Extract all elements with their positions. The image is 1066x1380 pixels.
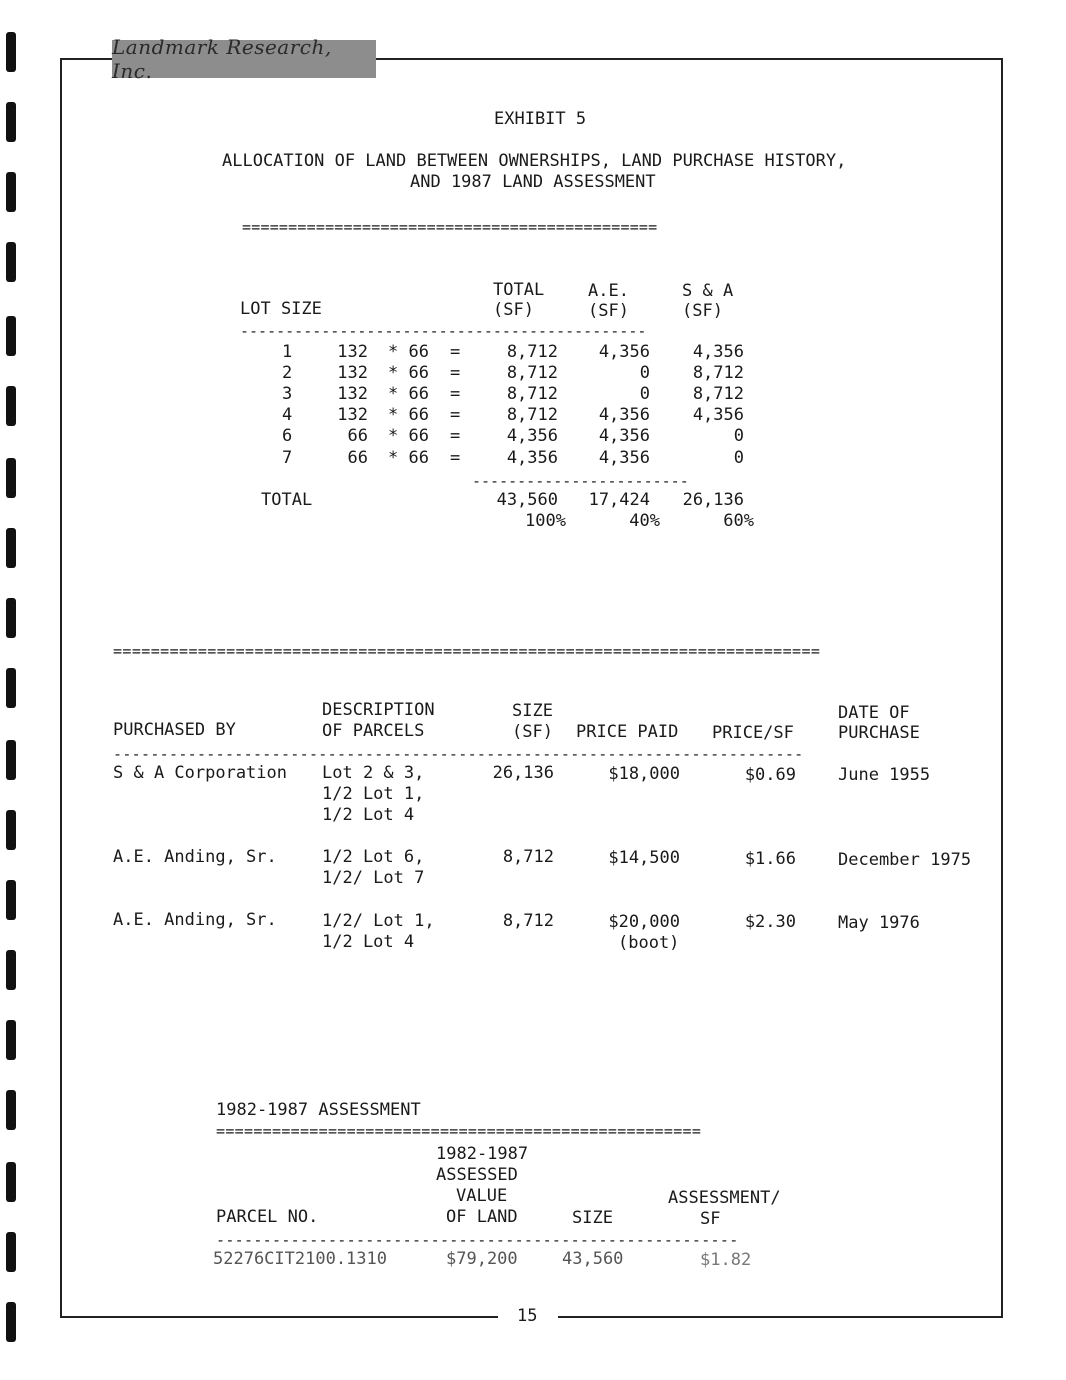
cell-ae: 4,356 bbox=[598, 448, 650, 468]
header-assessment-sf-unit: SF bbox=[700, 1209, 721, 1229]
cell-sa: 0 bbox=[733, 448, 744, 468]
cell-lot: 6 bbox=[282, 426, 293, 446]
cell-lot: 7 bbox=[282, 448, 293, 468]
cell-equals: = bbox=[450, 363, 461, 383]
header-sa: S & A bbox=[682, 281, 734, 301]
title-line-1: ALLOCATION OF LAND BETWEEN OWNERSHIPS, LAND PURCHASE HISTORY, bbox=[222, 151, 847, 171]
cell-depth: * 66 bbox=[388, 426, 429, 446]
cell-price-sf: $0.69 bbox=[744, 765, 796, 785]
binder-hole bbox=[6, 242, 16, 282]
header-sa-unit: (SF) bbox=[682, 301, 723, 321]
total-label: TOTAL bbox=[261, 490, 313, 510]
cell-description: 1/2/ Lot 7 bbox=[322, 868, 425, 888]
header-purchased-by: PURCHASED BY bbox=[113, 720, 236, 740]
cell-total: 4,356 bbox=[506, 426, 558, 446]
cell-description: 1/2 Lot 1, bbox=[322, 784, 425, 804]
cell-width: 132 bbox=[337, 405, 368, 425]
assessment-rule: -------------------------------------------------------- bbox=[216, 1231, 739, 1249]
cell-purchased-by: A.E. Anding, Sr. bbox=[113, 910, 277, 930]
total-ae: 17,424 bbox=[588, 490, 650, 510]
header-ae-unit: (SF) bbox=[588, 301, 629, 321]
binder-hole bbox=[6, 598, 16, 638]
binder-hole bbox=[6, 386, 16, 426]
exhibit-label: EXHIBIT 5 bbox=[494, 109, 587, 129]
binder-hole bbox=[6, 32, 16, 72]
binder-hole bbox=[6, 316, 16, 356]
header-value-line-4: OF LAND bbox=[446, 1207, 518, 1227]
header-size: SIZE bbox=[572, 1208, 613, 1228]
header-value-line-1: 1982-1987 bbox=[436, 1144, 529, 1164]
header-total-unit: (SF) bbox=[493, 300, 534, 320]
cell-date: June 1955 bbox=[838, 765, 931, 785]
section-rule-top: ============================================= bbox=[242, 218, 658, 236]
binder-hole bbox=[6, 740, 16, 780]
cell-purchased-by: S & A Corporation bbox=[113, 763, 287, 783]
binder-hole bbox=[6, 1020, 16, 1060]
cell-width: 66 bbox=[347, 426, 368, 446]
header-assessment-sf: ASSESSMENT/ bbox=[668, 1188, 781, 1208]
cell-price-paid: $18,000 bbox=[608, 764, 680, 784]
cell-ae: 0 bbox=[639, 363, 650, 383]
cell-date: December 1975 bbox=[838, 850, 972, 870]
binder-hole bbox=[6, 528, 16, 568]
cell-description: 1/2 Lot 4 bbox=[322, 932, 415, 952]
cell-purchased-by: A.E. Anding, Sr. bbox=[113, 847, 277, 867]
cell-total: 8,712 bbox=[506, 342, 558, 362]
cell-total: 8,712 bbox=[506, 384, 558, 404]
cell-ae: 4,356 bbox=[598, 405, 650, 425]
cell-total: 4,356 bbox=[506, 448, 558, 468]
header-price-sf: PRICE/SF bbox=[712, 723, 794, 743]
header-value-line-3: VALUE bbox=[456, 1186, 508, 1206]
cell-price-note: (boot) bbox=[618, 933, 680, 953]
header-of-parcels: OF PARCELS bbox=[322, 721, 425, 741]
cell-sa: 4,356 bbox=[692, 405, 744, 425]
cell-depth: * 66 bbox=[388, 342, 429, 362]
cell-lot: 1 bbox=[282, 342, 293, 362]
cell-depth: * 66 bbox=[388, 384, 429, 404]
binder-hole bbox=[6, 1162, 16, 1202]
assessment-rule-top: ==================================================== bbox=[216, 1122, 702, 1140]
cell-size: 8,712 bbox=[502, 847, 554, 867]
cell-equals: = bbox=[450, 384, 461, 404]
assessment-title: 1982-1987 ASSESSMENT bbox=[216, 1100, 421, 1120]
cell-sa: 4,356 bbox=[692, 342, 744, 362]
cell-width: 132 bbox=[337, 384, 368, 404]
cell-sa: 8,712 bbox=[692, 363, 744, 383]
cell-sa: 8,712 bbox=[692, 384, 744, 404]
cell-depth: * 66 bbox=[388, 448, 429, 468]
company-logo: Landmark Research, Inc. bbox=[112, 40, 376, 78]
cell-total: 8,712 bbox=[506, 363, 558, 383]
binder-hole bbox=[6, 102, 16, 142]
cell-equals: = bbox=[450, 405, 461, 425]
total-pct: 100% bbox=[525, 511, 566, 531]
cell-total: 8,712 bbox=[506, 405, 558, 425]
header-lot-size: LOT SIZE bbox=[240, 299, 322, 319]
header-date-of: DATE OF bbox=[838, 703, 910, 723]
binder-hole bbox=[6, 172, 16, 212]
cell-description: 1/2/ Lot 1, bbox=[322, 911, 435, 931]
header-rule: --------------------------------------------- bbox=[240, 322, 647, 340]
header-description: DESCRIPTION bbox=[322, 700, 435, 720]
cell-price-sf: $1.66 bbox=[744, 849, 796, 869]
header-price-paid: PRICE PAID bbox=[576, 722, 679, 742]
cell-size: 8,712 bbox=[502, 911, 554, 931]
cell-depth: * 66 bbox=[388, 363, 429, 383]
cell-price-paid: $20,000 bbox=[608, 912, 680, 932]
sa-pct: 60% bbox=[723, 511, 754, 531]
binder-hole bbox=[6, 1232, 16, 1272]
cell-width: 132 bbox=[337, 363, 368, 383]
binder-hole bbox=[6, 950, 16, 990]
cell-description: 1/2 Lot 6, bbox=[322, 847, 425, 867]
cell-equals: = bbox=[450, 426, 461, 446]
cell-assessed-value: $79,200 bbox=[446, 1249, 518, 1269]
cell-width: 132 bbox=[337, 342, 368, 362]
page-number: 15 bbox=[517, 1306, 538, 1326]
header-parcel-no: PARCEL NO. bbox=[216, 1207, 319, 1227]
cell-description: 1/2 Lot 4 bbox=[322, 805, 415, 825]
cell-size: 43,560 bbox=[562, 1249, 624, 1269]
cell-description: Lot 2 & 3, bbox=[322, 763, 425, 783]
header-rule: -------------------------------------------------------------------------- bbox=[113, 745, 804, 763]
cell-lot: 4 bbox=[282, 405, 293, 425]
cell-size: 26,136 bbox=[492, 763, 554, 783]
cell-ae: 4,356 bbox=[598, 342, 650, 362]
cell-equals: = bbox=[450, 448, 461, 468]
header-size: SIZE bbox=[512, 701, 553, 721]
binder-hole bbox=[6, 458, 16, 498]
section-rule-middle: =========================================================================== bbox=[113, 642, 821, 660]
total-sf: 43,560 bbox=[496, 490, 558, 510]
binder-hole bbox=[6, 1302, 16, 1342]
cell-ae: 0 bbox=[639, 384, 650, 404]
binder-hole bbox=[6, 810, 16, 850]
header-ae: A.E. bbox=[588, 281, 629, 301]
header-total: TOTAL bbox=[493, 280, 545, 300]
cell-lot: 2 bbox=[282, 363, 293, 383]
ae-pct: 40% bbox=[629, 511, 660, 531]
cell-date: May 1976 bbox=[838, 913, 920, 933]
cell-price-sf: $2.30 bbox=[744, 912, 796, 932]
cell-price-paid: $14,500 bbox=[608, 848, 680, 868]
cell-depth: * 66 bbox=[388, 405, 429, 425]
binder-hole bbox=[6, 668, 16, 708]
header-size-unit: (SF) bbox=[512, 722, 553, 742]
cell-parcel-no: 52276CIT2100.1310 bbox=[213, 1249, 387, 1269]
header-value-line-2: ASSESSED bbox=[436, 1165, 518, 1185]
cell-equals: = bbox=[450, 342, 461, 362]
cell-lot: 3 bbox=[282, 384, 293, 404]
header-purchase: PURCHASE bbox=[838, 723, 920, 743]
cell-ae: 4,356 bbox=[598, 426, 650, 446]
total-sa: 26,136 bbox=[682, 490, 744, 510]
title-line-2: AND 1987 LAND ASSESSMENT bbox=[410, 172, 656, 192]
total-rule: ------------------------ bbox=[472, 472, 689, 490]
binder-hole bbox=[6, 1090, 16, 1130]
cell-sa: 0 bbox=[733, 426, 744, 446]
cell-width: 66 bbox=[347, 448, 368, 468]
cell-assessment-sf: $1.82 bbox=[700, 1250, 752, 1270]
binder-hole bbox=[6, 880, 16, 920]
